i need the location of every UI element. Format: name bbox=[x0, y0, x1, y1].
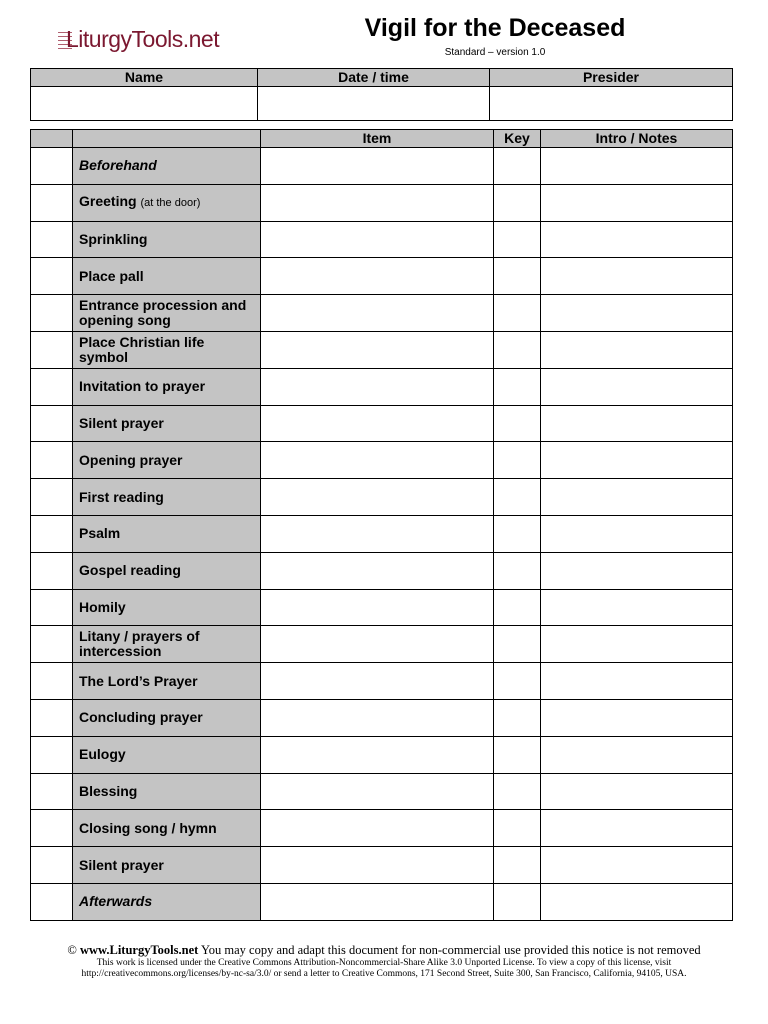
item-cell[interactable] bbox=[261, 368, 494, 405]
footer-site-link[interactable]: www.LiturgyTools.net bbox=[79, 943, 199, 957]
step-label: Gospel reading bbox=[79, 562, 181, 579]
name-field[interactable] bbox=[31, 87, 258, 121]
table-row bbox=[31, 405, 733, 442]
table-row bbox=[31, 442, 733, 479]
row-number-cell[interactable] bbox=[31, 405, 73, 442]
key-cell[interactable] bbox=[494, 626, 541, 663]
item-cell[interactable] bbox=[261, 589, 494, 626]
key-cell[interactable] bbox=[494, 810, 541, 847]
step-label: Greeting bbox=[79, 193, 137, 210]
table-row bbox=[31, 295, 733, 332]
key-cell[interactable] bbox=[494, 184, 541, 221]
item-cell[interactable] bbox=[261, 221, 494, 258]
item-cell[interactable] bbox=[261, 552, 494, 589]
logo bbox=[58, 28, 238, 56]
step-label-cell bbox=[73, 479, 261, 516]
table-row bbox=[31, 589, 733, 626]
row-number-cell[interactable] bbox=[31, 148, 73, 185]
row-number-cell[interactable] bbox=[31, 663, 73, 700]
notes-cell[interactable] bbox=[541, 773, 733, 810]
footer-notice-text: You may copy and adapt this document for non-commercial use provided this notice is not removed bbox=[200, 943, 701, 957]
step-label-cell bbox=[73, 405, 261, 442]
table-row bbox=[31, 515, 733, 552]
logo-text: LiturgyTools.net bbox=[66, 26, 220, 52]
step-label: Homily bbox=[79, 598, 126, 615]
table-row bbox=[31, 221, 733, 258]
key-cell[interactable] bbox=[494, 442, 541, 479]
table-row bbox=[31, 626, 733, 663]
notes-cell[interactable] bbox=[541, 883, 733, 920]
key-cell[interactable] bbox=[494, 773, 541, 810]
page-subtitle: Standard – version 1.0 bbox=[444, 47, 546, 58]
step-label: Psalm bbox=[79, 525, 121, 542]
key-cell[interactable] bbox=[494, 148, 541, 185]
notes-cell[interactable] bbox=[541, 847, 733, 884]
step-label: Eulogy bbox=[79, 746, 126, 763]
key-cell[interactable] bbox=[494, 368, 541, 405]
item-cell[interactable] bbox=[261, 405, 494, 442]
info-entry-row bbox=[31, 87, 733, 121]
info-header-row bbox=[31, 69, 733, 87]
main-header-row bbox=[31, 130, 733, 148]
footer-license bbox=[0, 958, 768, 980]
notes-cell[interactable] bbox=[541, 626, 733, 663]
item-cell[interactable] bbox=[261, 699, 494, 736]
step-label: Silent prayer bbox=[79, 856, 164, 873]
notes-cell[interactable] bbox=[541, 258, 733, 295]
step-label-cell bbox=[73, 148, 261, 185]
step-label-cell bbox=[73, 442, 261, 479]
step-label: Blessing bbox=[79, 782, 138, 799]
notes-cell[interactable] bbox=[541, 699, 733, 736]
item-cell[interactable] bbox=[261, 515, 494, 552]
row-number-cell[interactable] bbox=[31, 295, 73, 332]
step-label: Sprinkling bbox=[79, 230, 148, 247]
key-cell[interactable] bbox=[494, 736, 541, 773]
step-label-cell bbox=[73, 663, 261, 700]
notes-cell[interactable] bbox=[541, 479, 733, 516]
table-row bbox=[31, 552, 733, 589]
name-header: Name bbox=[31, 69, 258, 87]
table-row bbox=[31, 847, 733, 884]
step-label-cell bbox=[73, 883, 261, 920]
row-number-cell[interactable] bbox=[31, 736, 73, 773]
row-number-cell[interactable] bbox=[31, 368, 73, 405]
item-cell[interactable] bbox=[261, 773, 494, 810]
step-label: First reading bbox=[79, 488, 164, 505]
item-cell[interactable] bbox=[261, 479, 494, 516]
notes-cell[interactable] bbox=[541, 295, 733, 332]
step-label-cell bbox=[73, 515, 261, 552]
step-label-cell bbox=[73, 552, 261, 589]
item-cell[interactable] bbox=[261, 148, 494, 185]
key-cell[interactable] bbox=[494, 883, 541, 920]
item-cell[interactable] bbox=[261, 810, 494, 847]
key-cell[interactable] bbox=[494, 699, 541, 736]
row-number-cell[interactable] bbox=[31, 258, 73, 295]
step-label-cell bbox=[73, 810, 261, 847]
notes-cell[interactable] bbox=[541, 221, 733, 258]
table-row bbox=[31, 736, 733, 773]
table-row bbox=[31, 331, 733, 368]
step-label: Place Christian life symbol bbox=[79, 333, 205, 365]
key-cell[interactable] bbox=[494, 515, 541, 552]
key-cell[interactable] bbox=[494, 663, 541, 700]
step-label: Litany / prayers of intercession bbox=[79, 628, 200, 660]
step-label-cell bbox=[73, 221, 261, 258]
row-number-cell[interactable] bbox=[31, 331, 73, 368]
item-cell[interactable] bbox=[261, 883, 494, 920]
step-label-cell bbox=[73, 295, 261, 332]
step-label-cell bbox=[73, 258, 261, 295]
notes-cell[interactable] bbox=[541, 589, 733, 626]
notes-cell[interactable] bbox=[541, 810, 733, 847]
license-line-1: This work is licensed under the Creative Commons Attribution-Noncommercial-Share Alike 3.0 Unported License. To view a copy of this license, visit bbox=[96, 958, 672, 968]
table-row bbox=[31, 148, 733, 185]
row-number-cell[interactable] bbox=[31, 810, 73, 847]
step-label: Beforehand bbox=[79, 157, 157, 174]
key-header: Key bbox=[494, 130, 541, 148]
item-cell[interactable] bbox=[261, 258, 494, 295]
step-label-cell bbox=[73, 589, 261, 626]
notes-cell[interactable] bbox=[541, 405, 733, 442]
info-table bbox=[30, 68, 733, 121]
row-number-cell[interactable] bbox=[31, 847, 73, 884]
step-label-cell bbox=[73, 699, 261, 736]
step-label: Entrance procession and opening song bbox=[79, 297, 247, 329]
row-number-cell[interactable] bbox=[31, 699, 73, 736]
step-label-cell bbox=[73, 847, 261, 884]
row-number-cell[interactable] bbox=[31, 883, 73, 920]
step-header bbox=[73, 130, 261, 148]
row-number-cell[interactable] bbox=[31, 589, 73, 626]
key-cell[interactable] bbox=[494, 479, 541, 516]
presider-header: Presider bbox=[490, 69, 733, 87]
item-header: Item bbox=[261, 130, 494, 148]
row-number-cell[interactable] bbox=[31, 515, 73, 552]
notes-cell[interactable] bbox=[541, 442, 733, 479]
key-cell[interactable] bbox=[494, 405, 541, 442]
table-row bbox=[31, 663, 733, 700]
step-note: (at the door) bbox=[140, 197, 201, 210]
step-label-cell bbox=[73, 184, 261, 221]
step-label: Invitation to prayer bbox=[79, 378, 206, 395]
presider-field[interactable] bbox=[490, 87, 733, 121]
key-cell[interactable] bbox=[494, 258, 541, 295]
item-cell[interactable] bbox=[261, 331, 494, 368]
item-cell[interactable] bbox=[261, 442, 494, 479]
table-row bbox=[31, 773, 733, 810]
table-row bbox=[31, 368, 733, 405]
key-cell[interactable] bbox=[494, 331, 541, 368]
step-label: The Lord’s Prayer bbox=[79, 672, 198, 689]
row-number-cell[interactable] bbox=[31, 552, 73, 589]
item-cell[interactable] bbox=[261, 295, 494, 332]
step-label-cell bbox=[73, 331, 261, 368]
item-cell[interactable] bbox=[261, 847, 494, 884]
step-label: Opening prayer bbox=[79, 451, 183, 468]
step-label-cell bbox=[73, 626, 261, 663]
table-row bbox=[31, 883, 733, 920]
notes-cell[interactable] bbox=[541, 368, 733, 405]
notes-header: Intro / Notes bbox=[541, 130, 733, 148]
notes-cell[interactable] bbox=[541, 148, 733, 185]
step-label-cell bbox=[73, 773, 261, 810]
key-cell[interactable] bbox=[494, 589, 541, 626]
row-number-cell[interactable] bbox=[31, 442, 73, 479]
item-cell[interactable] bbox=[261, 736, 494, 773]
item-cell[interactable] bbox=[261, 184, 494, 221]
step-label: Place pall bbox=[79, 267, 144, 284]
date-time-field[interactable] bbox=[258, 87, 490, 121]
item-cell[interactable] bbox=[261, 663, 494, 700]
notes-cell[interactable] bbox=[541, 736, 733, 773]
copyright-symbol: © bbox=[67, 943, 77, 957]
notes-cell[interactable] bbox=[541, 331, 733, 368]
key-cell[interactable] bbox=[494, 847, 541, 884]
table-row bbox=[31, 258, 733, 295]
notes-cell[interactable] bbox=[541, 663, 733, 700]
footer-notice bbox=[0, 943, 768, 958]
notes-cell[interactable] bbox=[541, 515, 733, 552]
order-of-service-table bbox=[30, 129, 733, 921]
step-label-cell bbox=[73, 368, 261, 405]
key-cell[interactable] bbox=[494, 221, 541, 258]
row-number-cell[interactable] bbox=[31, 626, 73, 663]
step-label: Concluding prayer bbox=[79, 709, 203, 726]
notes-cell[interactable] bbox=[541, 552, 733, 589]
row-number-cell[interactable] bbox=[31, 184, 73, 221]
step-label: Silent prayer bbox=[79, 414, 164, 431]
row-number-cell[interactable] bbox=[31, 479, 73, 516]
row-number-cell[interactable] bbox=[31, 221, 73, 258]
table-row bbox=[31, 479, 733, 516]
step-label: Afterwards bbox=[79, 893, 153, 910]
date-time-header: Date / time bbox=[258, 69, 490, 87]
notes-cell[interactable] bbox=[541, 184, 733, 221]
license-line-2: http://creativecommons.org/licenses/by-nc-sa/3.0/ or send a letter to Creative Commons, 171 Second Street, Suite 300, San Francisco, California, 94105, USA. bbox=[81, 969, 687, 979]
item-cell[interactable] bbox=[261, 626, 494, 663]
blank-header bbox=[31, 130, 73, 148]
step-label: Closing song / hymn bbox=[79, 819, 217, 836]
table-row bbox=[31, 699, 733, 736]
step-label-cell bbox=[73, 736, 261, 773]
key-cell[interactable] bbox=[494, 295, 541, 332]
table-row bbox=[31, 184, 733, 221]
table-row bbox=[31, 810, 733, 847]
key-cell[interactable] bbox=[494, 552, 541, 589]
page-title: Vigil for the Deceased bbox=[364, 14, 626, 42]
row-number-cell[interactable] bbox=[31, 773, 73, 810]
